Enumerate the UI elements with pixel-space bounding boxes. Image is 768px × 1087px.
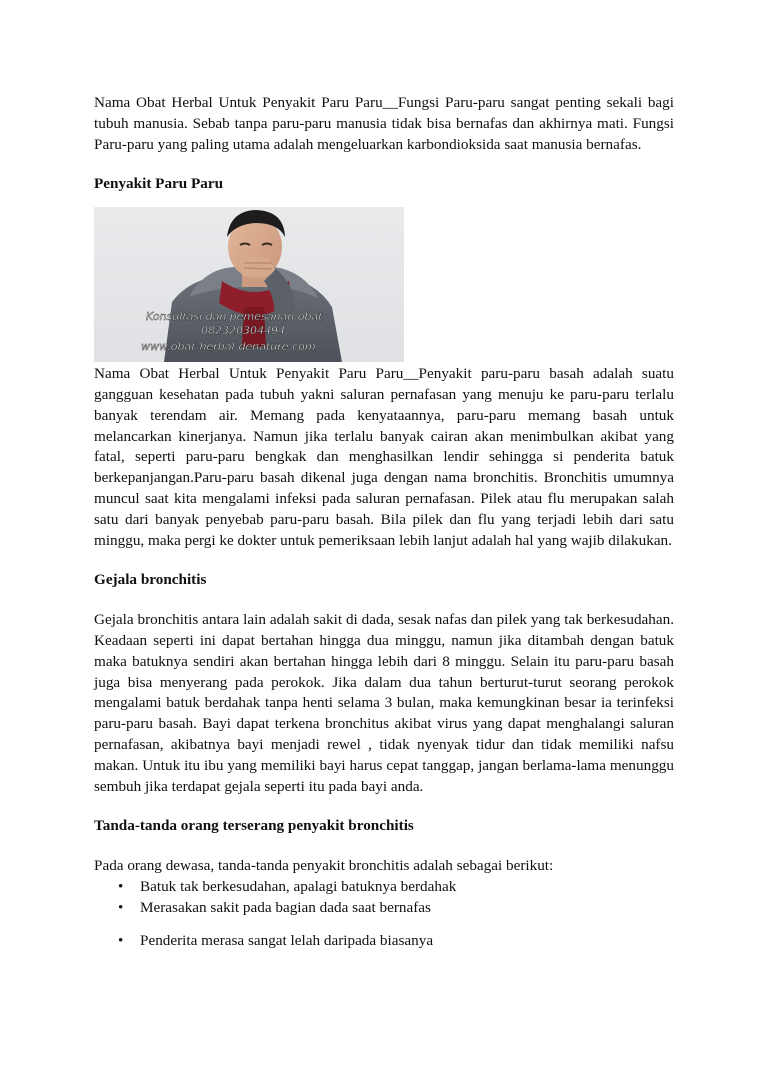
section-heading-penyakit-paru: Penyakit Paru Paru [94,175,224,193]
bullet-glyph: • [118,877,124,895]
watermark-line1: Konsultasi dan pemesanan obat [146,310,323,324]
man-coughing-photo [94,207,404,362]
bullet-glyph: • [118,931,124,949]
section-body-gejala: Gejala bronchitis antara lain adalah sakit di dada, sesak nafas dan pilek yang tak berkesudahan. Keadaan seperti ini dapat bertahan hingga dua minggu, namun jika ditambah dengan batuk maka batuknya sendiri akan bertahan hingga lebih dari 8 minggu. Selain itu paru-paru basah juga bisa menyerang pada perokok. Jika dalam dua tahun berturut-turut seorang perokok mengalami batuk berdahak tanpa henti selama 3 bulan, maka kemungkinan besar ia terinfeksi paru-paru basah. Bayi dapat terkena bronchitus akibat virus yang dapat menghalangi saluran pernafasan, akibatnya bayi menjadi rewel , tidak nyenyak tidur dan tidak memiliki nafsu makan. Untuk itu ibu yang memiliki bayi harus cepat tanggap, jangan berlama-lama menunggu sembuh jika terdapat gejala seperti itu pada bayi anda. [94,611,674,795]
bullet-glyph: • [118,898,124,916]
list-item: • Penderita merasa sangat lelah daripada biasanya [140,931,674,952]
section-heading-tanda-tanda: Tanda-tanda orang terserang penyakit bronchitis [94,817,414,835]
section-body-penyakit-paru: Nama Obat Herbal Untuk Penyakit Paru Paru__Penyakit paru-paru basah adalah suatu gangguan kesehatan pada tubuh yakni saluran pernafasan yang menuju ke paru-paru terlalu banyak terendam air. Memang pada kenyataannya, paru-paru memang basah untuk melancarkan kinerjanya. Namun jika terlalu banyak cairan akan menimbulkan akibat yang fatal, seperti paru-paru bengkak dan menghasilkan lendir sehingga si penderita batuk berkepanjangan.Paru-paru basah dikenal juga dengan nama bronchitis. Bronchitis umumnya muncul saat kita mengalami infeksi pada saluran pernafasan. Pilek atau flu merupakan salah satu dari banyak penyebab paru-paru basah. Bila pilek dan flu yang terjadi lebih dari satu minggu, maka pergi ke dokter untuk pemeriksaan lebih lanjut adalah hal yang wajib dilakukan. [94,365,674,549]
intro-paragraph: Nama Obat Herbal Untuk Penyakit Paru Paru__Fungsi Paru-paru sangat penting sekali bagi tubuh manusia. Sebab tanpa paru-paru manusia tidak bisa bernafas dan akhirnya mati. Fungsi Paru-paru yang paling utama adalah mengeluarkan karbondioksida saat manusia bernafas. [94,94,674,153]
section-heading-gejala: Gejala bronchitis [94,571,207,589]
symptom-list [94,877,674,951]
watermark-line3: www.obat-herbal-denature.com [141,340,316,354]
photo-illustration [94,207,404,362]
watermark-line2: 082320304494 [201,324,285,338]
list-item: • Batuk tak berkesudahan, apalagi batuknya berdahak [140,877,674,898]
section-body-tanda-tanda: Pada orang dewasa, tanda-tanda penyakit bronchitis adalah sebagai berikut: [94,857,554,875]
list-item: • Merasakan sakit pada bagian dada saat bernafas [140,898,674,919]
